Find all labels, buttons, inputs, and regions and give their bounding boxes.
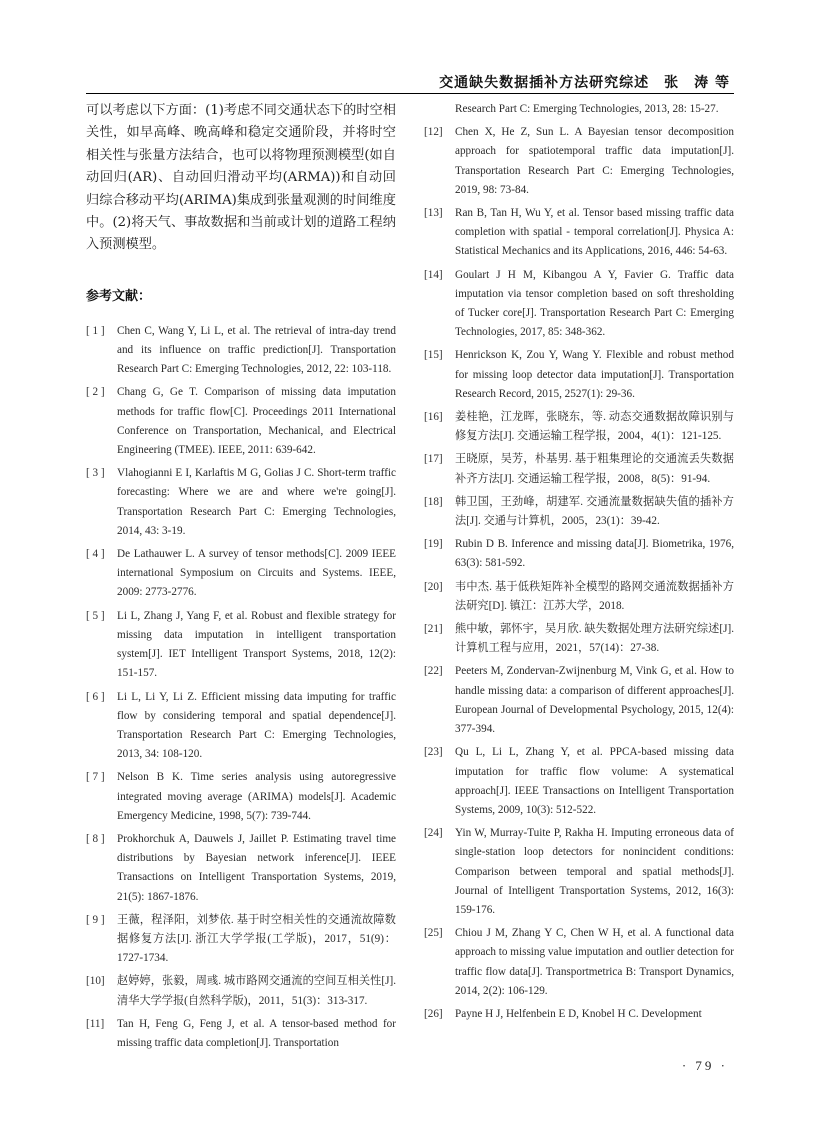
reference-text: Prokhorchuk A, Dauwels J, Jaillet P. Estimating travel time distributions by Bayesian network inference[J]. IEEE Transactions on Intelligent Transportation Systems, 2019, 21(5): 1867-1876.	[117, 832, 396, 903]
reference-number: [ 8 ]	[86, 832, 105, 845]
reference-text: Henrickson K, Zou Y, Wang Y. Flexible and robust method for missing loop detector data imputation[J]. Transportation Research Record, 2015, 2527(1): 29-36.	[455, 349, 734, 400]
reference-text: Chiou J M, Zhang Y C, Chen W H, et al. A functional data approach to missing value imputation and outlier detection for traffic flow data[J]. Transportmetrica B: Transport Dynamics, 2014, 2(2): 106-129.	[455, 927, 734, 997]
reference-text: Li L, Li Y, Li Z. Efficient missing data imputing for traffic flow by considering temporal and spatial dependence[J]. Transportation Research Part C: Emerging Technologies, 2013, 34: 108-120.	[117, 690, 396, 761]
reference-text: Yin W, Murray-Tuite P, Rakha H. Imputing erroneous data of single-station loop detectors for nonincident conditions: Comparison between temporal and spatial methods[J]. Journal of Intelligent Transportation Systems, 2012, 16(3): 159-176.	[455, 827, 734, 916]
reference-text: 韩卫国，王劲峰，胡建军. 交通流量数据缺失值的插补方法[J]. 交通与计算机，2005，23(1)：39-42.	[455, 495, 734, 528]
reference-number: [26]	[424, 1007, 443, 1020]
reference-item	[86, 607, 396, 684]
reference-number: [16]	[424, 411, 443, 424]
reference-item	[424, 204, 734, 262]
reference-text: Qu L, Li L, Zhang Y, et al. PPCA-based missing data imputation for traffic flow volume: A systematical approach[J]. IEEE Transactions on Intelligent Transportation Systems, 2009, 10(3): 512-522.	[455, 746, 734, 816]
reference-number: [ 1 ]	[86, 324, 105, 337]
reference-item	[86, 830, 396, 907]
header-rule	[86, 93, 734, 94]
reference-text: 赵婷婷，张毅，周彧. 城市路网交通流的空间互相关性[J]. 清华大学学报(自然科学版)，2011，51(3)：313-317.	[117, 975, 396, 1007]
reference-item	[86, 688, 396, 765]
reference-item	[424, 408, 734, 446]
reference-number: [ 5 ]	[86, 609, 105, 622]
reference-number: [19]	[424, 538, 443, 551]
reference-number: [ 4 ]	[86, 548, 105, 561]
references-list-left	[86, 322, 396, 1053]
reference-text: 王薇，程泽阳，刘梦依. 基于时空相关性的交通流故障数据修复方法[J]. 浙江大学学报(工学版)，2017，51(9)：1727-1734.	[117, 913, 396, 965]
reference-number: [24]	[424, 827, 443, 840]
running-title: 交通缺失数据插补方法研究综述 张 涛 等	[439, 75, 730, 91]
reference-text: De Lathauwer L. A survey of tensor methods[C]. 2009 IEEE international Symposium on Circuits and Systems. IEEE, 2009: 2773-2776.	[117, 548, 396, 599]
reference-item	[424, 266, 734, 343]
reference-number: [ 3 ]	[86, 467, 105, 480]
reference-item	[86, 768, 396, 826]
references-heading: 参考文献：	[86, 288, 152, 304]
reference-item	[86, 972, 396, 1010]
page-number: · 79 ·	[681, 1058, 728, 1073]
reference-number: [ 2 ]	[86, 386, 105, 399]
reference-text: 王晓原，吴芳，朴基男. 基于粗集理论的交通流丢失数据补齐方法[J]. 交通运输工程学报，2008，8(5)：91-94.	[455, 453, 734, 485]
reference-text: 韦中杰. 基于低秩矩阵补全模型的路网交通流数据插补方法研究[D]. 镇江：江苏大学，2018.	[455, 580, 734, 612]
reference-text: Chen X, He Z, Sun L. A Bayesian tensor decomposition approach for spatiotemporal traffic data imputation[J]. Transportation Research Part C: Emerging Technologies, 2019, 98: 73-84.	[455, 126, 734, 196]
reference-number: [20]	[424, 580, 443, 593]
reference-item	[86, 464, 396, 541]
reference-item	[86, 911, 396, 969]
body-paragraph: 可以考虑以下方面：(1)考虑不同交通状态下的时空相关性，如早高峰、晚高峰和稳定交通阶段，并将时空相关性与张量方法结合，也可以将物理预测模型(如自动回归(AR)、自动回归滑动平均(ARMA))和自动回归综合移动平均(ARIMA)集成到张量观测的时间维度中。(2)将天气、事故数据和当前或计划的道路工程纳入预测模型。	[86, 103, 396, 253]
reference-item	[424, 924, 734, 1001]
left-column	[86, 100, 396, 1057]
reference-item	[424, 620, 734, 658]
reference-item	[424, 578, 734, 616]
right-column	[424, 100, 734, 1028]
reference-text: Payne H J, Helfenbein E D, Knobel H C. Development	[455, 1007, 702, 1020]
reference-text: Chang G, Ge T. Comparison of missing data imputation methods for traffic flow[C]. Proceedings 2011 International Conference on Transportation, Mechanical, and Electrical Engineering (TMEE). IEEE, 2011: 639-642.	[117, 386, 396, 457]
reference-item	[424, 824, 734, 920]
reference-number: [13]	[424, 207, 443, 220]
reference-number: [11]	[86, 1017, 105, 1030]
reference-number: [21]	[424, 623, 443, 636]
reference-text: 熊中敏，郭怀宇，吴月欣. 缺失数据处理方法研究综述[J]. 计算机工程与应用，2021，57(14)：27-38.	[455, 623, 734, 655]
reference-text: Nelson B K. Time series analysis using autoregressive integrated moving average (ARIMA) models[J]. Academic Emergency Medicine, 1998, 5(7): 739-744.	[117, 771, 396, 822]
reference-text: Rubin D B. Inference and missing data[J]. Biometrika, 1976, 63(3): 581-592.	[455, 538, 734, 570]
reference-item	[86, 383, 396, 460]
reference-number: [22]	[424, 665, 443, 678]
reference-text: Tan H, Feng G, Feng J, et al. A tensor-based method for missing traffic data completion[J]. Transportation	[117, 1017, 396, 1049]
reference-item	[424, 535, 734, 573]
reference-number: [17]	[424, 453, 443, 466]
reference-item	[86, 322, 396, 380]
reference-item	[424, 743, 734, 820]
reference-number: [ 6 ]	[86, 690, 105, 703]
reference-text: Goulart J H M, Kibangou A Y, Favier G. Traffic data imputation via tensor completion based on soft thresholding of Tucker core[J]. Transportation Research Part C: Emerging Technologies, 2017, 85: 348-362.	[455, 268, 734, 339]
reference-item	[424, 493, 734, 531]
reference-continuation: Research Part C: Emerging Technologies, 2013, 28: 15-27.	[455, 103, 719, 115]
reference-text: Peeters M, Zondervan-Zwijnenburg M, Vink G, et al. How to handle missing data: a comparison of different approaches[J]. European Journal of Developmental Psychology, 2015, 12(4): 377-394.	[455, 665, 734, 736]
reference-number: [14]	[424, 268, 443, 281]
reference-item	[86, 1015, 396, 1053]
reference-number: [ 9 ]	[86, 913, 105, 926]
reference-text: Vlahogianni E I, Karlaftis M G, Golias J C. Short-term traffic forecasting: Where we are and where we're going[J]. Transportation Research Part C: Emerging Technologies, 2014, 43: 3-19.	[117, 467, 396, 537]
reference-text: Li L, Zhang J, Yang F, et al. Robust and flexible strategy for missing data imputation in intelligent transportation system[J]. IET Intelligent Transport Systems, 2018, 12(2): 151-157.	[117, 609, 396, 680]
reference-text: Chen C, Wang Y, Li L, et al. The retrieval of intra-day trend and its influence on traffic prediction[J]. Transportation Research Part C: Emerging Technologies, 2012, 22: 103-118.	[117, 324, 396, 376]
reference-number: [12]	[424, 126, 443, 139]
reference-number: [15]	[424, 349, 443, 362]
reference-item	[424, 450, 734, 488]
reference-text: 姜桂艳，江龙晖，张晓东，等. 动态交通数据故障识别与修复方法[J]. 交通运输工程学报，2004，4(1)：121-125.	[455, 411, 734, 443]
reference-number: [25]	[424, 927, 443, 940]
reference-text: Ran B, Tan H, Wu Y, et al. Tensor based missing traffic data completion with spatial - temporal correlation[J]. Physica A: Statistical Mechanics and its Applications, 2016, 446: 54-63.	[455, 207, 734, 258]
reference-number: [18]	[424, 495, 443, 508]
reference-item	[424, 662, 734, 739]
reference-item	[86, 545, 396, 603]
reference-number: [23]	[424, 746, 443, 759]
reference-number: [ 7 ]	[86, 771, 105, 784]
reference-item	[424, 346, 734, 404]
reference-item	[424, 123, 734, 200]
reference-number: [10]	[86, 975, 105, 988]
references-list-right	[424, 123, 734, 1024]
reference-item	[424, 1005, 734, 1024]
